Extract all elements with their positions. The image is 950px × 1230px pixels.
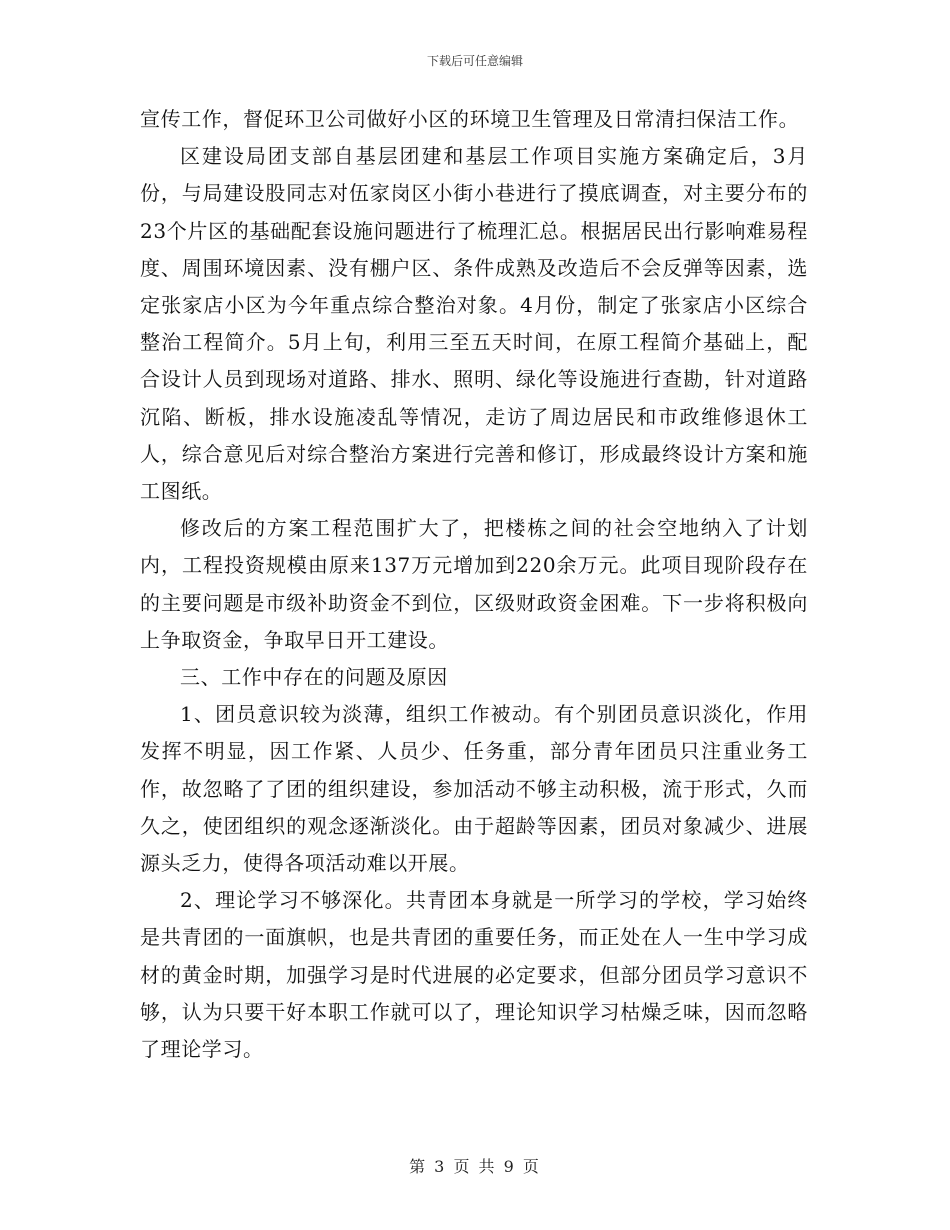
paragraph-continuation: 宣传工作，督促环卫公司做好小区的环境卫生管理及日常清扫保洁工作。 — [140, 107, 800, 131]
section-heading-problems: 三、工作中存在的问题及原因 — [180, 665, 448, 690]
paragraph-problem-1: 1、团员意识较为淡薄，组织工作被动。有个别团员意识淡化，作用发挥不明显，因工作紧、人员少、任务重，部分青年团员只注重业务工作，故忽略了了团的组织建设，参加活动不够主动积极，流于形式，久而久之，使团组织的观念逐渐淡化。由于超龄等因素，团员对象减少、进展源头乏力，使得各项活动难以开展。 — [140, 702, 808, 876]
document-body — [140, 101, 808, 1068]
paragraph-problem-2: 2、理论学习不够深化。共青团本身就是一所学习的学校，学习始终是共青团的一面旗帜，也是共青团的重要任务，而正处在人一生中学习成材的黄金时期，加强学习是时代进展的必定要求，但部分团员学习意识不够，认为只要干好本职工作就可以了，理论知识学习枯燥乏味，因而忽略了理论学习。 — [140, 888, 808, 1062]
paragraph-project-survey: 区建设局团支部自基层团建和基层工作项目实施方案确定后，3月份，与局建设股同志对伍家岗区小街小巷进行了摸底调查，对主要分布的23个片区的基础配套设施问题进行了梳理汇总。根据居民出行影响难易程度、周围环境因素、没有棚户区、条件成熟及改造后不会反弹等因素，选定张家店小区为今年重点综合整治对象。4月份，制定了张家店小区综合整治工程简介。5月上旬，利用三至五天时间，在原工程简介基础上，配合设计人员到现场对道路、排水、照明、绿化等设施进行查勘，针对道路沉陷、断板，排水设施凌乱等情况，走访了周边居民和市政维修退休工人，综合意见后对综合整治方案进行完善和修订，形成最终设计方案和施工图纸。 — [140, 144, 808, 504]
header-note: 下载后可任意编辑 — [426, 54, 523, 68]
page-number: 第 3 页 共 9 页 — [409, 1157, 541, 1176]
paragraph-project-revision: 修改后的方案工程范围扩大了，把楼栋之间的社会空地纳入了计划内，工程投资规模由原来137万元增加到220余万元。此项目现阶段存在的主要问题是市级补助资金不到位，区级财政资金困难。下一步将积极向上争取资金，争取早日开工建设。 — [140, 516, 808, 652]
